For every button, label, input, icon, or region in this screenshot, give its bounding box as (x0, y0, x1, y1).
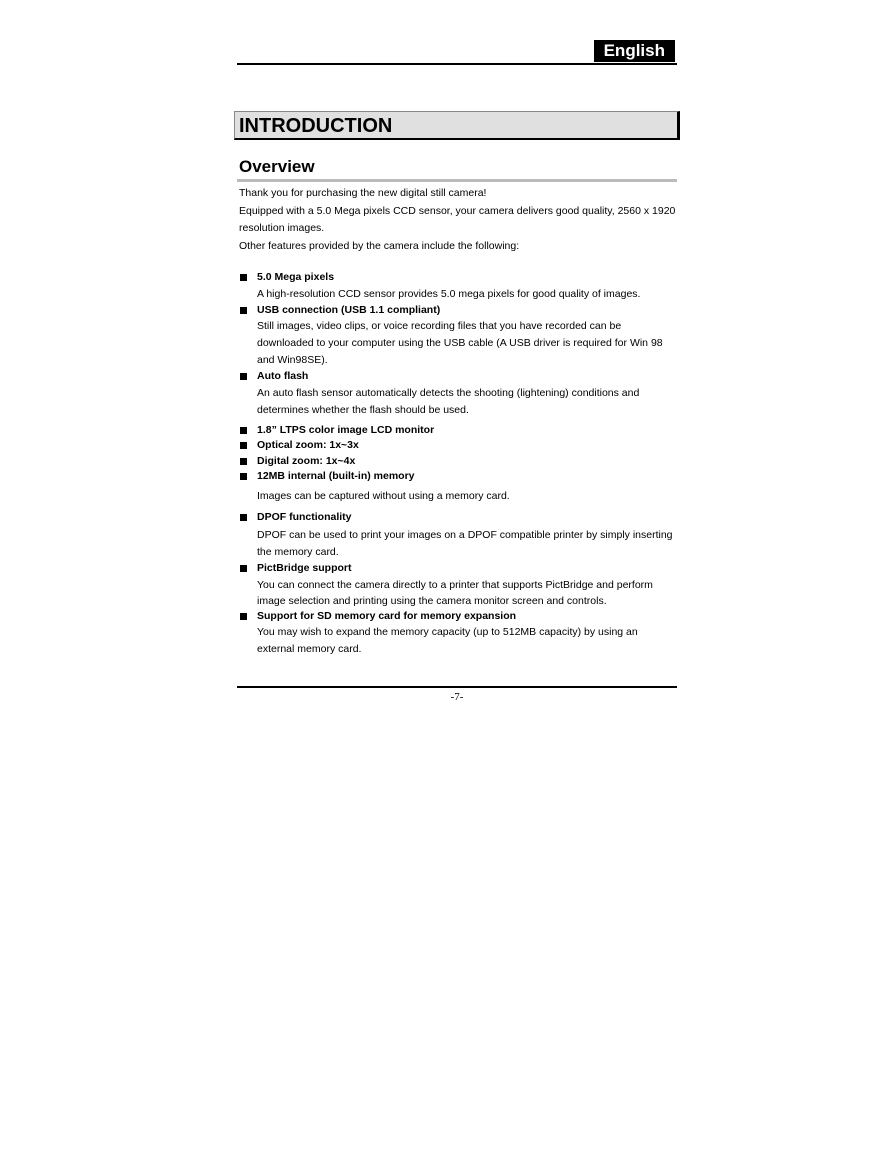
feature-item (237, 369, 677, 419)
feature-item (237, 510, 677, 562)
header-rule (237, 63, 677, 65)
square-bullet-icon (240, 565, 247, 572)
subsection-title: Overview (239, 157, 315, 176)
feature-desc: An auto flash sensor automatically detects the shooting (lightening) conditions and determines whether the flash should be used. (257, 386, 640, 416)
square-bullet-icon (240, 274, 247, 281)
square-bullet-icon (240, 442, 247, 449)
subsection-rule (237, 179, 677, 182)
intro-text (239, 185, 677, 255)
feature-title: 5.0 Mega pixels (257, 271, 335, 283)
feature-title: PictBridge support (257, 562, 352, 574)
feature-list (237, 270, 677, 658)
section-title: INTRODUCTION (239, 115, 393, 137)
feature-item (237, 438, 677, 454)
feature-desc: A high-resolution CCD sensor provides 5.0 mega pixels for good quality of images. (257, 287, 641, 300)
feature-item (237, 561, 677, 609)
square-bullet-icon (240, 613, 247, 620)
feature-item (237, 454, 677, 470)
feature-item (237, 423, 677, 439)
square-bullet-icon (240, 427, 247, 434)
section-title-box (234, 111, 680, 140)
feature-title: Support for SD memory card for memory expansion (257, 609, 517, 622)
intro-paragraph: Equipped with a 5.0 Mega pixels CCD sensor, your camera delivers good quality, 2560 x 1920 resolution images. (239, 204, 676, 234)
feature-title: 12MB internal (built-in) memory (257, 470, 415, 482)
square-bullet-icon (240, 373, 247, 380)
square-bullet-icon (240, 307, 247, 314)
feature-desc: Still images, video clips, or voice recording files that you have recorded can be downloaded to your computer using the USB cable (A USB driver is required for Win 98 and Win98SE). (257, 320, 663, 366)
feature-item (237, 469, 677, 505)
language-tag: English (594, 40, 675, 62)
feature-desc: Images can be captured without using a memory card. (257, 489, 510, 502)
feature-item (237, 270, 677, 303)
feature-title: Optical zoom (257, 439, 323, 451)
feature-title: Digital zoom (257, 454, 320, 467)
page-number: -7- (450, 691, 464, 703)
square-bullet-icon (240, 458, 247, 465)
feature-suffix: : 1x~4x (319, 454, 356, 467)
footer-rule (237, 686, 677, 688)
feature-desc: You can connect the camera directly to a printer that supports PictBridge and perform image selection and printing using the camera monitor screen and controls. (257, 578, 653, 607)
feature-item (237, 303, 677, 370)
square-bullet-icon (240, 473, 247, 480)
intro-paragraph: Thank you for purchasing the new digital still camera! (239, 187, 487, 199)
feature-item (237, 609, 677, 659)
feature-suffix: : 1x~3x (322, 439, 359, 451)
feature-title: USB connection (USB 1.1 compliant) (257, 303, 441, 316)
feature-desc: DPOF can be used to print your images on a DPOF compatible printer by simply inserting the memory card. (257, 529, 673, 558)
feature-title: DPOF functionality (257, 510, 352, 523)
feature-title: Auto flash (257, 370, 309, 382)
feature-title: 1.8” LTPS color image LCD monitor (257, 423, 435, 436)
intro-paragraph: Other features provided by the camera include the following: (239, 239, 520, 252)
square-bullet-icon (240, 514, 247, 521)
language-header (594, 40, 675, 62)
feature-desc: You may wish to expand the memory capacity (up to 512MB capacity) by using an external memory card. (257, 626, 638, 655)
